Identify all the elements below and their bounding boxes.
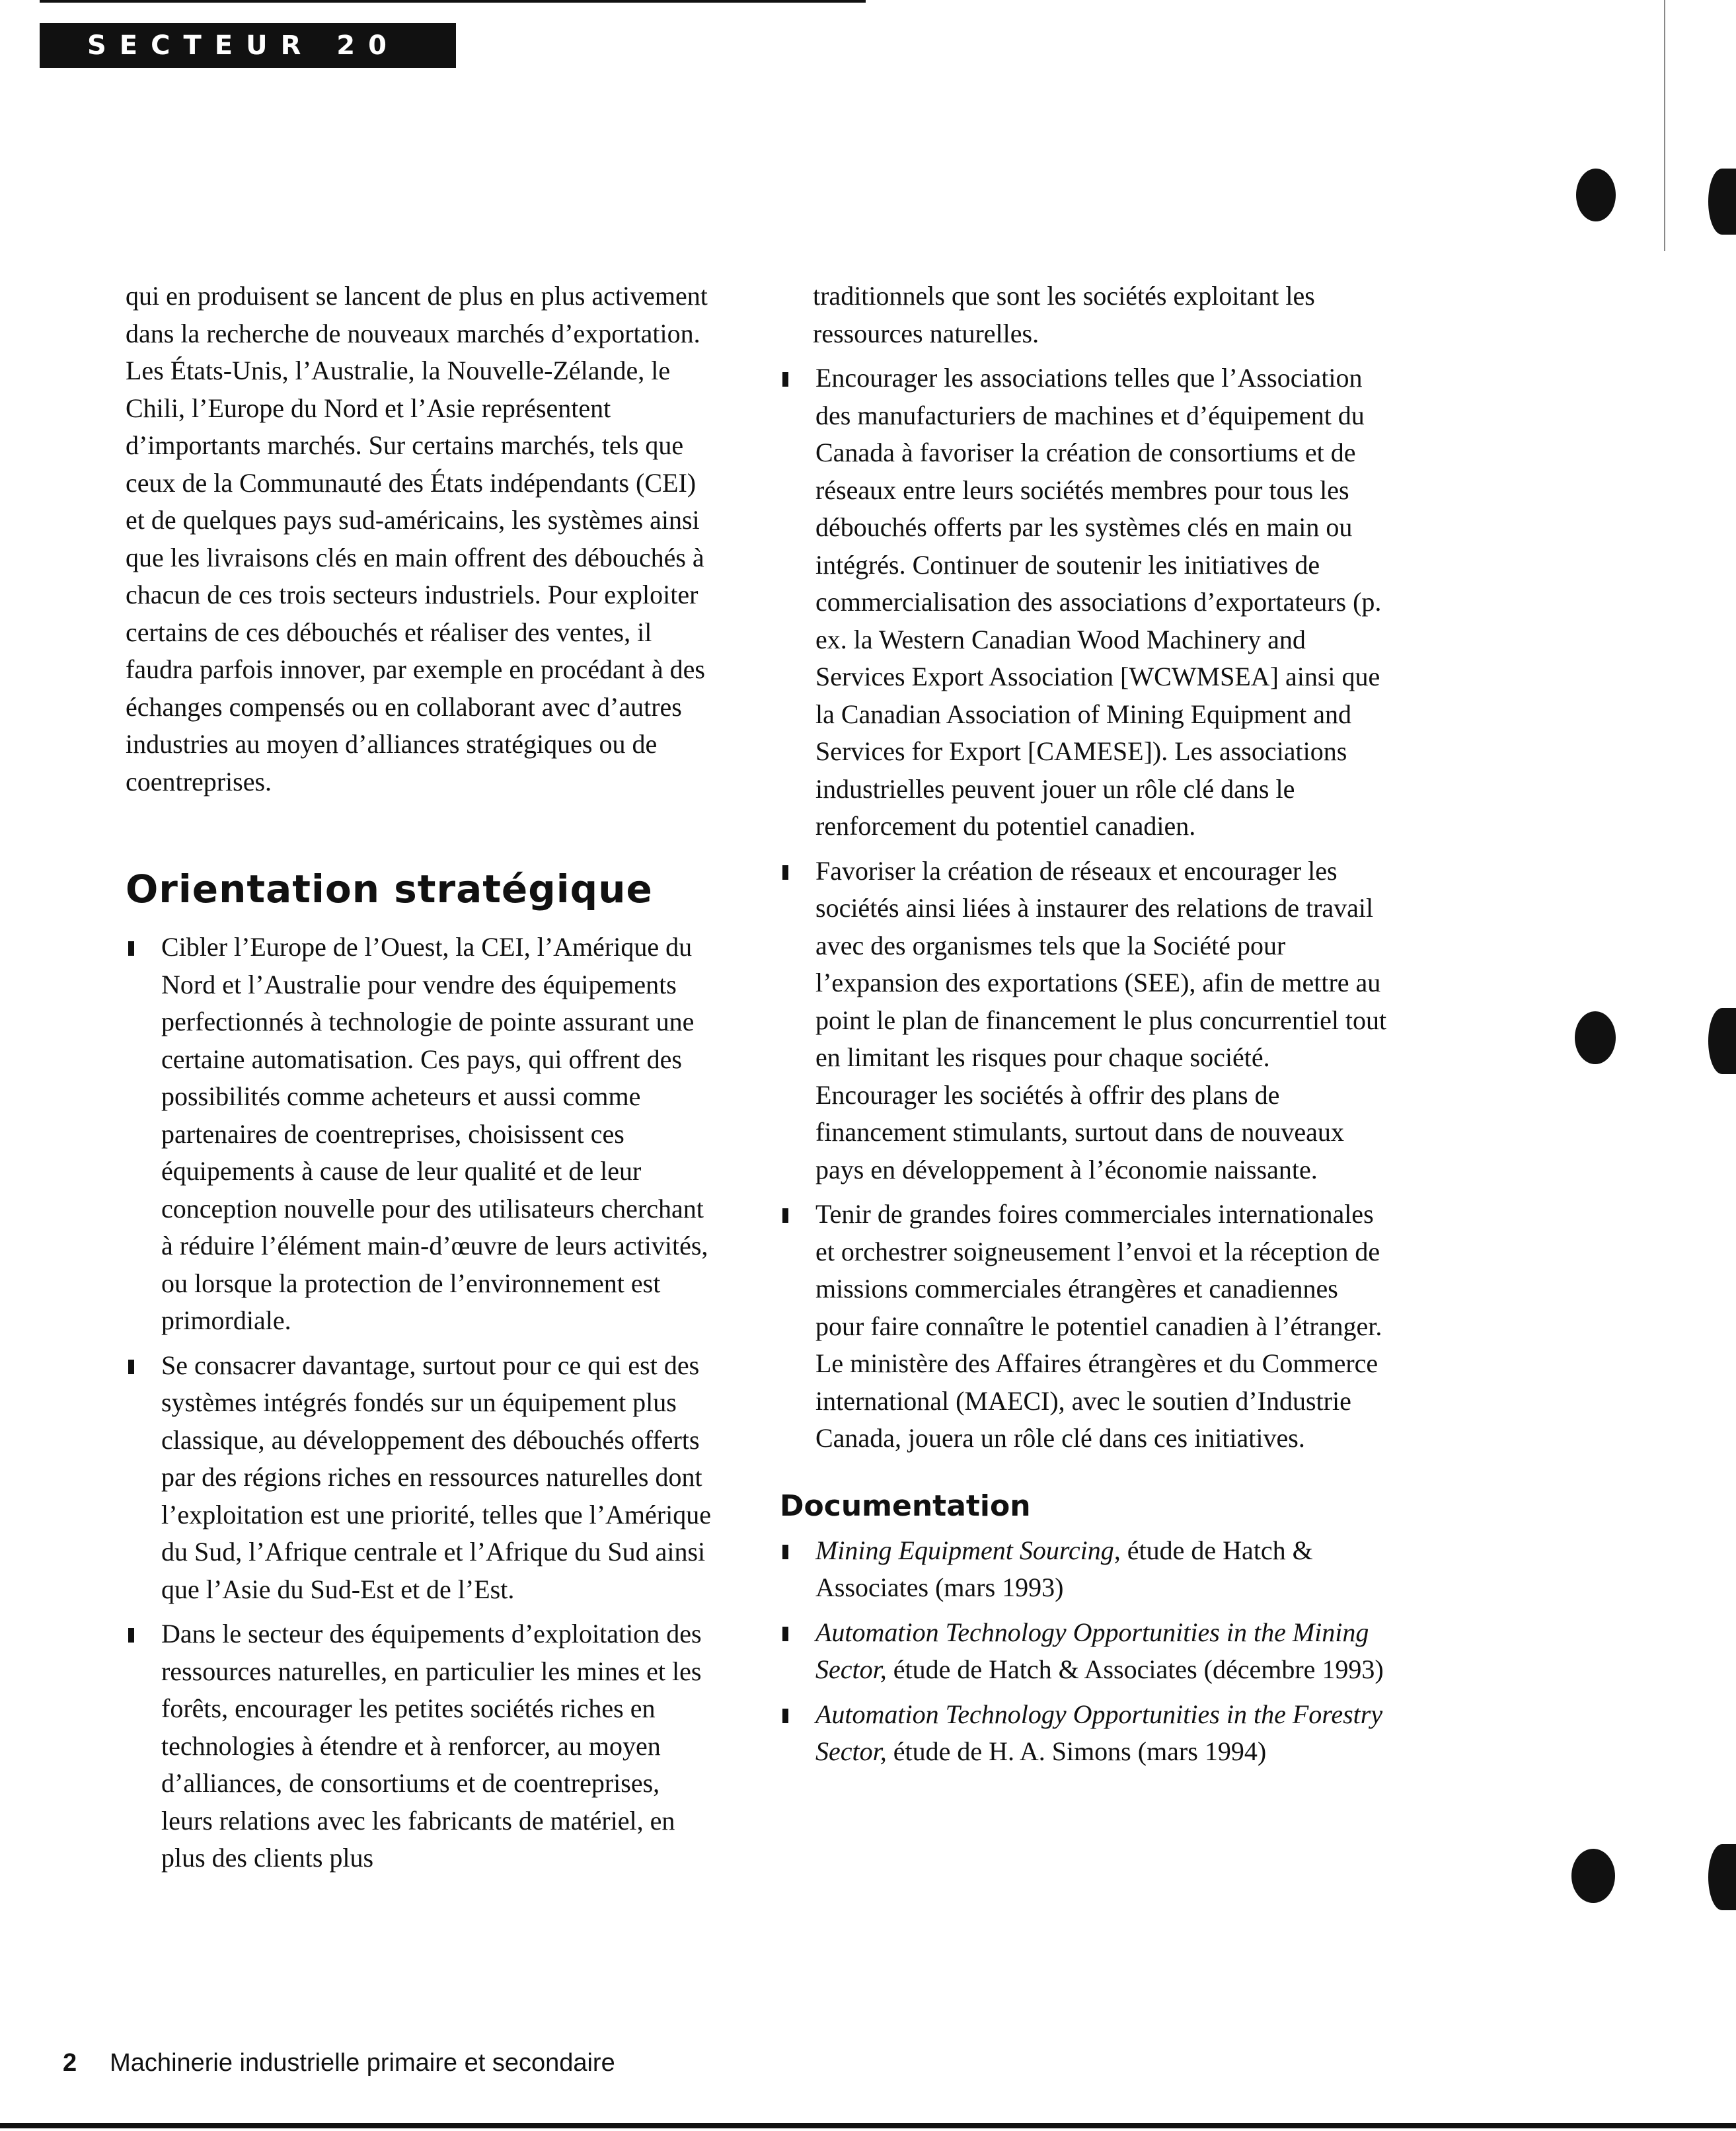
strategy-list (126, 929, 714, 1877)
binder-hole (1708, 1008, 1736, 1074)
binder-hole (1571, 1849, 1615, 1903)
bullet-icon (128, 941, 134, 956)
list-item: Favoriser la création de réseaux et encourager les sociétés ainsi liées à instaurer des relations de travail avec des organismes tels que la Société pour l’expansion des exportations (SEE), afin de mettre au point le plan de financement le plus concurrentiel tout en limitant les risques pour chaque société. Encourager les sociétés à offrir des plans de financement stimulants, surtout dans de nouveaux pays en développement à l’économie naissante. (780, 853, 1388, 1189)
bullet-icon (128, 1360, 134, 1374)
bottom-rule (0, 2123, 1736, 2128)
doc-item (780, 1696, 1388, 1771)
doc-details: étude de H. A. Simons (mars 1994) (886, 1736, 1267, 1766)
doc-details: étude de Hatch & Associates (mars 1993) (815, 1535, 1313, 1602)
bullet-icon (128, 1628, 134, 1643)
page-footer (63, 2049, 615, 2077)
bullet-icon (782, 1545, 788, 1559)
binder-hole (1708, 169, 1736, 235)
intro-paragraph: qui en produisent se lancent de plus en plus activement dans la recherche de nouveaux marchés d’exportation. Les États-Unis, l’Australie, la Nouvelle-Zélande, le Chili, l’Europe du Nord et l’Asie représentent d’importants marchés. Sur certains marchés, tels que ceux de la Communauté des États indépendants (CEI) et de quelques pays sud-américains, les systèmes ainsi que les livraisons clés en main offrent des débouchés à chacun de ces trois secteurs industriels. Pour exploiter certains de ces débouchés et réaliser des ventes, il faudra parfois innover, par exemple en procédant à des échanges compensés ou en collaborant avec d’autres industries au moyen d’alliances stratégiques ou de coentreprises. (126, 281, 708, 796)
binder-hole (1708, 1844, 1736, 1910)
doc-title: Automation Technology Opportunities in the Forestry Sector, (815, 1699, 1383, 1766)
left-column (126, 278, 714, 1884)
top-rule (40, 0, 866, 3)
doc-item (780, 1614, 1388, 1689)
scan-edge-line (1664, 0, 1665, 251)
bullet-icon (782, 372, 788, 387)
binder-hole (1576, 169, 1616, 221)
bullet-icon (782, 1208, 788, 1223)
strategy-list-continued (780, 360, 1388, 1457)
footer-title: Machinerie industrielle primaire et secondaire (110, 2049, 615, 2077)
bullet-icon (782, 865, 788, 880)
section-heading: Orientation stratégique (126, 867, 653, 911)
bullet-icon (782, 1709, 788, 1723)
doc-title: Mining Equipment Sourcing, (815, 1535, 1121, 1565)
list-item: Tenir de grandes foires commerciales internationales et orchestrer soigneusement l’envoi et la réception de missions commerciales étrangères et canadiennes pour faire connaître le potentiel canadien à l’étranger. Le ministère des Affaires étrangères et du Commerce international (MAECI), avec le soutien d’Industrie Canada, jouera un rôle clé dans ces initiatives. (780, 1196, 1388, 1457)
list-item: Cibler l’Europe de l’Ouest, la CEI, l’Amérique du Nord et l’Australie pour vendre des équipements perfectionnés à technologie de pointe assurant une certaine automatisation. Ces pays, qui offrent des possibilités comme acheteurs et aussi comme partenaires de coentreprises, choisissent ces équipements à cause de leur qualité et de leur conception nouvelle pour des utilisateurs cherchant à réduire l’élément main-d’œuvre de leurs activités, ou lorsque la protection de l’environnement est primordiale. (126, 929, 714, 1340)
doc-details: étude de Hatch & Associates (décembre 1993) (886, 1654, 1384, 1684)
doc-title: Automation Technology Opportunities in the Mining Sector, (815, 1617, 1369, 1684)
right-column (780, 278, 1388, 1778)
list-item: Se consacrer davantage, surtout pour ce qui est des systèmes intégrés fondés sur un équipement plus classique, au développement des débouchés offerts par des régions riches en ressources naturelles dont l’exploitation est une priorité, telles que l’Amérique du Sud, l’Afrique centrale et l’Afrique du Sud ainsi que l’Asie du Sud-Est et de l’Est. (126, 1347, 714, 1609)
section-label: SECTEUR 20 (40, 23, 456, 68)
continuation-paragraph: traditionnels que sont les sociétés exploitant les ressources naturelles. (813, 281, 1315, 348)
documentation-list (780, 1532, 1388, 1771)
list-item: Dans le secteur des équipements d’exploitation des ressources naturelles, en particulier les mines et les forêts, encourager les petites sociétés riches en technologies à étendre et à renforcer, au moyen d’alliances, de consortiums et de coentreprises, leurs relations avec les fabricants de matériel, en plus des clients plus (126, 1615, 714, 1877)
binder-hole (1575, 1011, 1616, 1064)
documentation-heading: Documentation (780, 1489, 1031, 1523)
list-item: Encourager les associations telles que l’Association des manufacturiers de machines et d’équipement du Canada à favoriser la création de consortiums et de réseaux entre leurs sociétés membres pour tous les débouchés offerts par les systèmes clés en main ou intégrés. Continuer de soutenir les initiatives de commercialisation des associations d’exportateurs (p. ex. la Western Canadian Wood Machinery and Services Export Association [WCWMSEA] ainsi que la Canadian Association of Mining Equipment and Services for Export [CAMESE]). Les associations industrielles peuvent jouer un rôle clé dans le renforcement du potentiel canadien. (780, 360, 1388, 845)
bullet-icon (782, 1627, 788, 1641)
doc-item (780, 1532, 1388, 1607)
page-number: 2 (63, 2049, 77, 2077)
